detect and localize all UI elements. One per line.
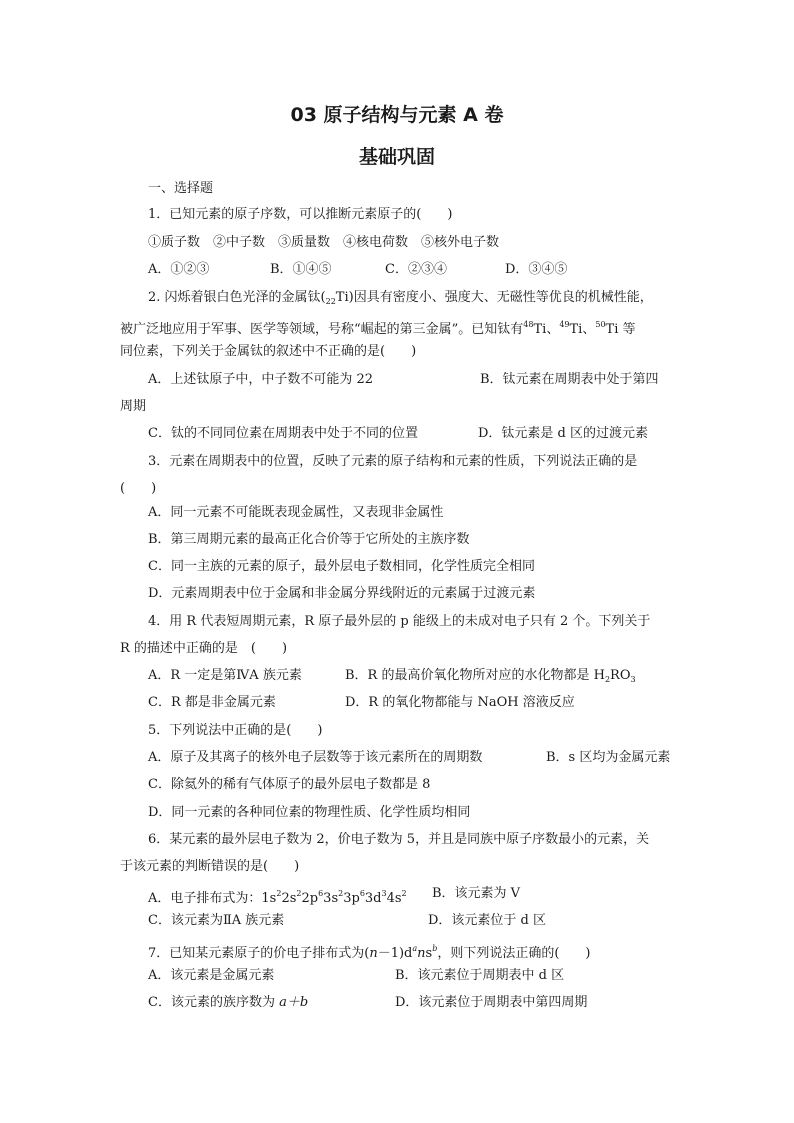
q5-option-d: D．同一元素的各种同位素的物理性质、化学性质均相同 <box>148 805 471 820</box>
q5-option-b: B．s 区均为金属元素 <box>546 750 671 765</box>
q5-option-a: A．原子及其离子的核外电子层数等于该元素所在的周期数 <box>148 750 483 765</box>
question-4-line-1: 4．用 R 代表短周期元素，R 原子最外层的 p 能级上的未成对电子只有 2 个。下列关于 <box>148 614 651 629</box>
question-7-stem: 7．已知某元素原子的价电子排布式为$(n-1)d^ans^b$，则下列说法正确的( ) <box>148 944 591 961</box>
question-1-items: ①质子数 ②中子数 ③质量数 ④核电荷数 ⑤核外电子数 <box>148 235 500 250</box>
question-3-line-1: 3．元素在周期表中的位置，反映了元素的原子结构和元素的性质，下列说法正确的是 <box>148 454 638 469</box>
q3-option-b: B．第三周期元素的最高正化合价等于它所处的主族序数 <box>148 532 470 547</box>
question-6-line-1: 6．某元素的最外层电子数为 2，价电子数为 5，并且是同族中原子序数最小的元素，关 <box>148 832 650 847</box>
q1-option-a: A．①②③ <box>148 262 210 277</box>
q4-option-a: A．R 一定是第ⅣA 族元素 <box>148 668 302 683</box>
q4-option-b: B．R 的最高价氧化物所对应的水化物都是 $H_2RO_3$ <box>345 668 636 684</box>
q2-option-d: D．钛元素是 d 区的过渡元素 <box>478 426 649 441</box>
q6-option-a: A．电子排布式为：$1s^22s^22p^63s^23p^63d^34s^2$ <box>148 889 407 906</box>
q7-option-c: C．该元素的族序数为 a＋b <box>148 995 309 1010</box>
q7-option-a: A．该元素是金属元素 <box>148 968 275 983</box>
q6-option-d: D．该元素位于 d 区 <box>428 913 547 928</box>
question-5-stem: 5．下列说法中正确的是( ) <box>148 723 323 738</box>
question-2-line-2: 被广泛地应用于军事、医学等领域，号称“崛起的第三金属”。已知钛有$^{48}$Ti、$^{49}$Ti、$^{50}$Ti 等 <box>120 320 636 337</box>
question-3-line-2: ( ) <box>120 481 157 496</box>
q1-option-c: C．②③④ <box>385 262 447 277</box>
question-2-line-1: 2. 闪烁着银白色光泽的金属钛$(_{22}Ti)$因具有密度小、强度大、无磁性等优良的机械性能， <box>148 290 653 306</box>
q1-option-b: B．①④⑤ <box>270 262 332 277</box>
q2-option-b-cont: 周期 <box>120 399 147 414</box>
page-subtitle: 基础巩固 <box>358 146 435 168</box>
q6-option-b: B．该元素为 V <box>432 886 521 901</box>
page-title: 03 原子结构与元素 A 卷 <box>290 104 504 126</box>
question-2-line-3: 同位素，下列关于金属钛的叙述中不正确的是( ) <box>120 344 417 359</box>
question-6-line-2: 于该元素的判断错误的是( ) <box>120 859 300 874</box>
q3-option-d: D．元素周期表中位于金属和非金属分界线附近的元素属于过渡元素 <box>148 586 536 601</box>
q4-option-d: D．R 的氧化物都能与 NaOH 溶液反应 <box>345 695 575 710</box>
q3-option-c: C．同一主族的元素的原子，最外层电子数相同，化学性质完全相同 <box>148 559 535 574</box>
q2-option-b: B．钛元素在周期表中处于第四 <box>480 372 659 387</box>
q5-option-c: C．除氦外的稀有气体原子的最外层电子数都是 8 <box>148 777 431 792</box>
question-4-line-2: R 的描述中正确的是 ( ) <box>120 641 288 656</box>
q4-option-c: C．R 都是非金属元素 <box>148 695 276 710</box>
q7-option-b: B．该元素位于周期表中 d 区 <box>395 968 565 983</box>
section-heading: 一、选择题 <box>148 181 214 196</box>
q7-option-d: D．该元素位于周期表中第四周期 <box>395 995 588 1010</box>
question-1-stem: 1．已知元素的原子序数，可以推断元素原子的( ) <box>148 207 453 222</box>
q2-option-c: C．钛的不同同位素在周期表中处于不同的位置 <box>148 426 418 441</box>
q3-option-a: A．同一元素不可能既表现金属性，又表现非金属性 <box>148 505 444 520</box>
q2-option-a: A．上述钛原子中，中子数不可能为 22 <box>148 372 374 387</box>
q6-option-c: C．该元素为ⅡA 族元素 <box>148 913 285 928</box>
q1-option-d: D．③④⑤ <box>505 262 568 277</box>
